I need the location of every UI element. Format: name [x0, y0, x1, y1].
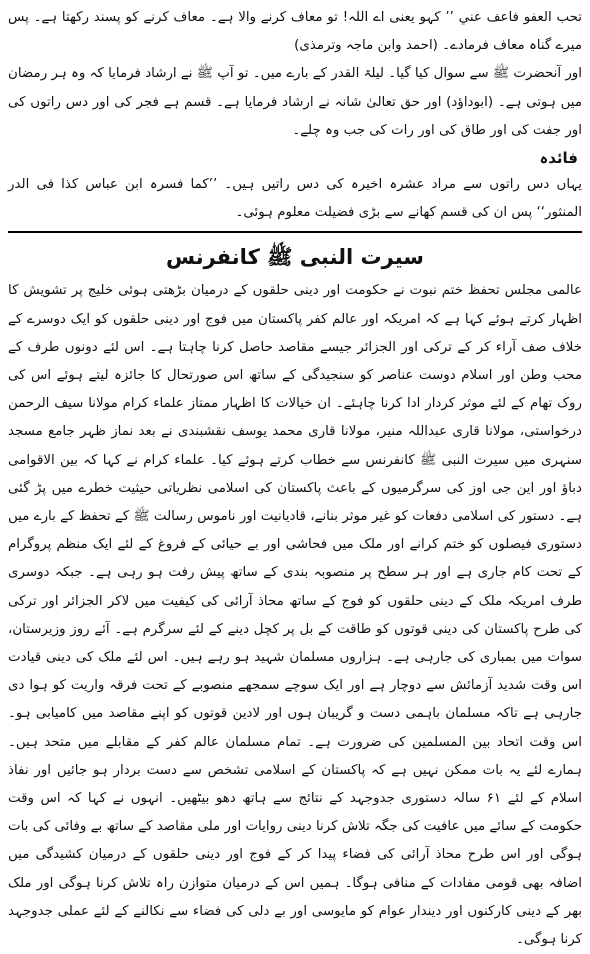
section-divider — [8, 231, 582, 233]
article-title: سیرت النبی ﷺ کانفرنس — [166, 245, 424, 270]
laylat-al-qadr-paragraph: اور آنحضرت ﷺ سے سوال کیا گیا۔ لیلۃ القدر کے بارے میں۔ تو آپ ﷺ نے ارشاد فرمایا کہ وہ ہر رمضان میں ہوتی ہے۔ (ابوداؤد) اور حق تعالیٰ شانہ نے ارشاد فرمایا ہے۔ قسم ہے فجر کی اور دس راتوں کی اور جفت کی اور طاق کی اور رات کی جب وہ چلے۔ — [8, 66, 582, 138]
hadith-paragraph: تحب العفو فاعف عني ’’ کہو یعنی اے اللہ! تو معاف کرنے والا ہے۔ معاف کرنے کو پسند رکھتا ہے۔ پس میرے گناہ معاف فرمادے۔ (احمد وابن ماجہ وترمذی) — [8, 10, 582, 54]
article-body: عالمی مجلس تحفظ ختم نبوت نے حکومت اور دینی حلقوں کے درمیان بڑھتی ہوئی خلیج پر تشویش کا اظہار کرتے ہوئے کہا ہے کہ امریکہ اور عالم کفر پاکستان میں فوج اور دینی حلقوں کو ایک دوسرے کے خلاف صف آراء کر کے ترکی اور الجزائر جیسے مقاصد حاصل کرنا چاہتا ہے۔ اس لئے دونوں طرف کے محب وطن اور اسلام دوست عناصر کو سنجیدگی کے ساتھ اس صورتحال کا جائزہ لیتے ہوئے اس کی روک تھام کے لئے موثر کردار ادا کرنا چاہئے۔ ان خیالات کا اظہار ممتاز علماء کرام مولانا سیف الرحمن درخواستی، مولانا قاری عبداللہ منیر، مولانا قاری محمد یوسف نقشبندی نے بعد نماز ظہر جامع مسجد سنہری میں سیرت النبی ﷺ کانفرنس سے خطاب کرتے ہوئے کیا۔ علماء کرام نے کہا کہ بین الاقوامی دباؤ اور این جی اوز کی سرگرمیوں کے باعث پاکستان کی اسلامی نظریاتی حیثیت خطرے میں پڑ گئی ہے۔ دستور کی اسلامی دفعات کو غیر موثر بنانے، قادیانیت اور ناموس رسالت ﷺ کے تحفظ کے بارے میں دستوری فیصلوں کو ختم کرانے اور ملک میں فحاشی اور بے حیائی کے فروغ کے لئے ایک منظم پروگرام کے تحت کام جاری ہے اور ہر سطح پر منصوبہ بندی کے ساتھ پیش رفت ہو رہی ہے۔ جبکہ دوسری طرف امریکہ ملک کے دینی حلقوں کو فوج کے ساتھ محاذ آرائی کی کیفیت میں لاکر الجزائر اور ترکی کی طرح پاکستان کی دینی قوتوں کو طاقت کے بل پر کچل دینے کے لئے سرگرم ہے۔ آئے روز وزیرستان، سوات میں بمباری کی جارہی ہے۔ ہزاروں مسلمان شہید ہو رہے ہیں۔ اس لئے ملک کی دینی قیادت اس وقت شدید آزمائش سے دوچار ہے اور ایک سوچے سمجھے منصوبے کے تحت فرقہ واریت کو ہوا دی جارہی ہے تاکہ مسلمان باہمی دست و گریبان ہوں اور لادین قوتوں کو اپنے مقاصد میں کامیابی ہو۔ اس وقت اتحاد بین المسلمین کی ضرورت ہے۔ تمام مسلمان عالم کفر کے مقابلے میں متحد ہیں۔ ہمارے لئے یہ بات ممکن نہیں ہے کہ پاکستان کے اسلامی تشخص سے دست بردار ہو جائیں اور نفاذ اسلام کے لئے ۶۱ سالہ دستوری جدوجہد کے نتائج سے ہاتھ دھو بیٹھیں۔ انہوں نے کہا کہ اس وقت حکومت کے سائے میں عافیت کی جگہ تلاش کرنا دینی روایات اور ملی مقاصد کے ساتھ بے وفائی کی بات ہوگی اور اس طرح محاذ آرائی کی فضاء پیدا کر کے فوج اور دینی حلقوں کے درمیان کشیدگی میں اضافہ بھی قومی مفادات کے منافی ہوگا۔ ہمیں اس کے درمیان متوازن راہ تلاش کرنا ہوگی اور ملک بھر کے دینی کارکنوں اور دیندار عوام کو مایوسی اور بے دلی کی فضاء سے نکالنے کے لئے عملی جدوجہد کرنا ہوگی۔ — [8, 283, 582, 948]
faida-paragraph: یہاں دس راتوں سے مراد عشرہ اخیرہ کی دس راتیں ہیں۔ ’’کما فسرہ ابن عباس کذا فی الدر المنثور‘‘ پس ان کی قسم کھانے سے بڑی فضیلت معلوم ہوئی۔ — [8, 177, 582, 221]
faida-heading: فائدہ — [539, 149, 578, 168]
